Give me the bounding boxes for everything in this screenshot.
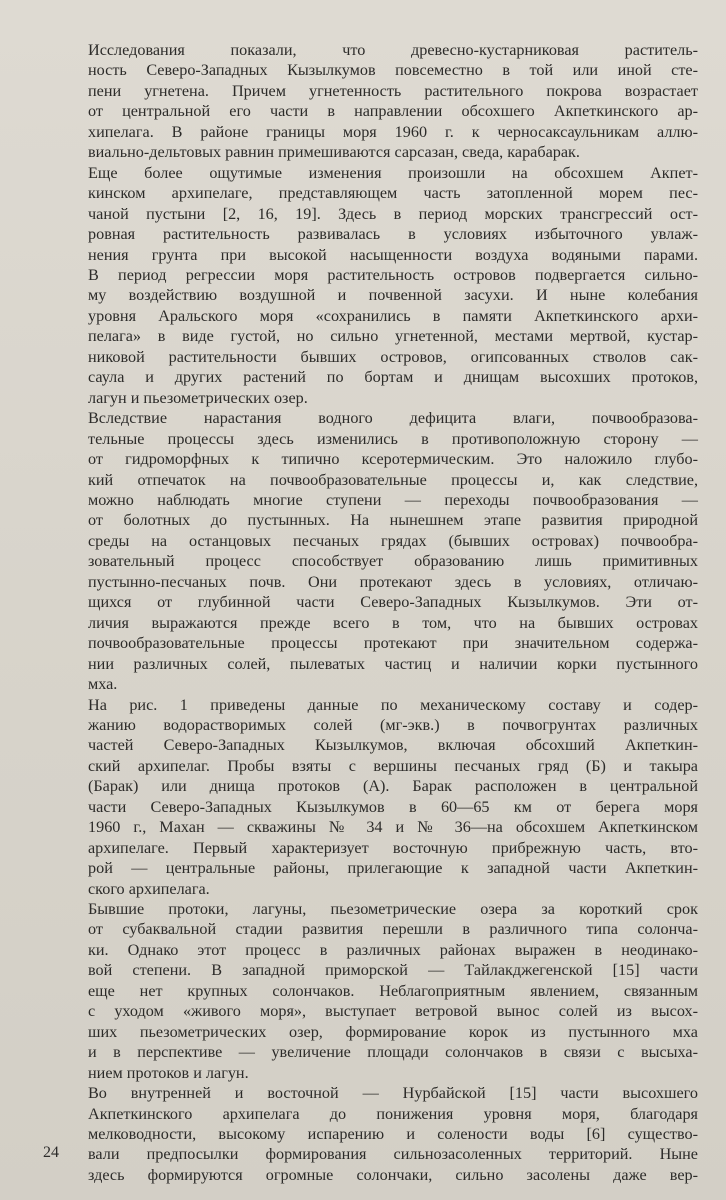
text-line: саула и других растений по бортам и днищам высохших протоков, — [88, 368, 698, 387]
text-line: ский архипелаг. Пробы взяты с вершины песчаных гряд (Б) и такыра — [88, 756, 698, 775]
text-line: виально-дельтовых равнин примешиваются сарсазан, сведа, карабарак. — [88, 143, 580, 162]
text-line: от болотных до пустынных. На нынешнем этапе развития природной — [88, 511, 698, 530]
text-line: Акпеткинского архипелага до понижения уровня моря, благодаря — [88, 1104, 698, 1123]
text-line: от субаквальной стадии развития перешли в различного типа солончa- — [88, 920, 698, 939]
text-line: Бывшие протоки, лагуны, пьезометрические озера за короткий срок — [88, 900, 698, 919]
text-line: ровная растительность развивалась в условиях избыточного увлаж- — [88, 225, 698, 244]
text-line: ки. Однако этот процесс в различных районах выражен в неодинако- — [88, 940, 698, 959]
paragraph-1 — [50, 40, 698, 163]
text-line: нием протоков и лагун. — [88, 1063, 249, 1082]
paragraph-4 — [50, 695, 698, 900]
text-line: зовательный процесс способствует образованию лишь примитивных — [88, 552, 698, 571]
text-line: от гидроморфных к типично ксеротермическим. Это наложило глубо- — [88, 450, 698, 469]
text-line: В период регрессии моря растительность островов подвергается сильно- — [88, 265, 698, 284]
text-line: На рис. 1 приведены данные по механическому составу и содер- — [88, 695, 698, 714]
text-line: и в перспективе — увеличение площади солончаков в связи с высыха- — [88, 1043, 698, 1062]
text-line: вали предпосылки формирования сильнозасоленных территорий. Ныне — [88, 1145, 698, 1164]
text-line: вой степени. В западной приморской — Тайлакджегенской [15] части — [88, 961, 698, 980]
text-line: лагун и пьезометрических озер. — [88, 388, 308, 407]
text-line: хипелага. В районе границы моря 1960 г. к черносаксаульникам аллю- — [88, 122, 698, 141]
text-line: ского архипелага. — [88, 879, 210, 898]
text-line: Вследствие нарастания водного дефицита влаги, почвообразова- — [88, 409, 698, 428]
text-line: архипелаге. Первый характеризует восточную прибрежную часть, вто- — [88, 838, 698, 857]
paragraph-3 — [50, 408, 698, 694]
text-line: пени угнетена. Причем угнетенность растительного покрова возрастает — [88, 81, 698, 100]
paragraph-5 — [50, 899, 698, 1083]
text-line: частей Северо-Западных Кызылкумов, включая обсохший Акпеткин- — [88, 736, 698, 755]
body-text — [50, 40, 698, 1185]
text-line: почвообразовательные процессы протекают при значительном содержа- — [88, 634, 698, 653]
text-line: ность Северо-Западных Кызылкумов повсеместно в той или иной сте- — [88, 61, 698, 80]
page-number: 24 — [43, 1144, 59, 1161]
paragraph-2 — [50, 163, 698, 408]
text-line: Исследования показали, что древесно-кустарниковая раститель- — [88, 41, 698, 59]
text-line: 1960 г., Махан — скважины № 34 и № 36—на обсохшем Акпеткинском — [88, 818, 698, 837]
text-line: здесь формируются огромные солончаки, сильно засолены даже вер- — [88, 1165, 698, 1184]
text-line: рой — центральные районы, прилегающие к западной части Акпеткин- — [88, 859, 698, 878]
text-line: нии различных солей, пылеватых частиц и наличии корки пустынного — [88, 654, 698, 673]
text-line: никовой растительности бывших островов, огипсованных стволов сак- — [88, 347, 698, 366]
text-line: уровня Аральского моря «сохранились в памяти Акпеткинского архи- — [88, 306, 698, 325]
text-line: еще нет крупных солончаков. Неблагоприятным явлением, связанным — [88, 981, 698, 1000]
text-line: ших пьезометрических озер, формирование корок из пустынного мха — [88, 1022, 698, 1041]
text-line: кинском архипелаге, представляющем часть затопленной морем пес- — [88, 184, 698, 203]
text-line: пустынно-песчаных почв. Они протекают здесь в условиях, отличаю- — [88, 572, 698, 591]
text-line: тельные процессы здесь изменились в противоположную сторону — — [88, 429, 698, 448]
text-line: Еще более ощутимые изменения произошли на обсохшем Акпет- — [88, 163, 698, 182]
text-line: чаной пустыни [2, 16, 19]. Здесь в период морских трансгрессий ост- — [88, 204, 698, 223]
text-line: мха. — [88, 675, 118, 694]
text-line: части Северо-Западных Кызылкумов в 60—65 км от берега моря — [88, 797, 698, 816]
text-line: (Барак) или днища протоков (А). Барак расположен в центральной — [88, 777, 698, 796]
text-line: личия выражаются прежде всего в том, что на бывших островах — [88, 613, 698, 632]
text-line: Во внутренней и восточной — Нурбайской [15] части высохшего — [88, 1084, 698, 1103]
text-line: среды на останцовых песчаных грядах (бывших островах) почвообра- — [88, 531, 698, 550]
text-line: пелага» в виде густой, но сильно угнетенной, местами мертвой, кустар- — [88, 327, 698, 346]
text-line: с уходом «живого моря», выступает ветровой вынос солей из высох- — [88, 1002, 698, 1021]
text-line: му воздействию воздушной и почвенной засухи. И ныне колебания — [88, 286, 698, 305]
text-line: можно наблюдать многие ступени — переходы почвообразования — — [88, 490, 698, 509]
text-line: кий отпечаток на почвообразовательные процессы и, как следствие, — [88, 470, 698, 489]
text-line: от центральной его части в направлении обсохшего Акпеткинского ар- — [88, 102, 698, 121]
paragraph-6 — [50, 1083, 698, 1185]
text-line: щихся от глубинной части Северо-Западных Кызылкумов. Эти от- — [88, 593, 698, 612]
text-line: жанию водорастворимых солей (мг-экв.) в почвогрунтах различных — [88, 715, 698, 734]
text-line: мелководности, высокому испарению и солености воды [6] существо- — [88, 1125, 698, 1144]
text-line: нения грунта при высокой насыщенности воздуха водяными парами. — [88, 245, 698, 264]
